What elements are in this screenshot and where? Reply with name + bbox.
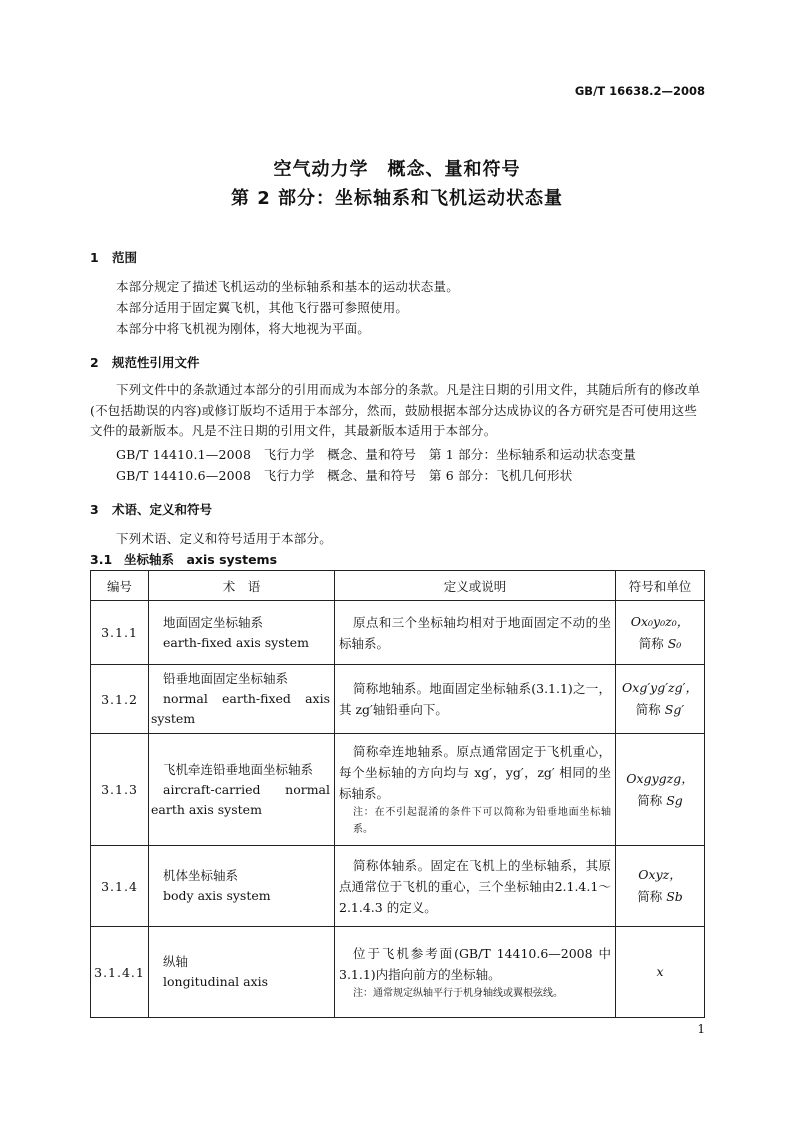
table-header-row [91, 571, 705, 601]
section-1-heading [90, 248, 137, 266]
row-definition [335, 665, 616, 734]
table-row [91, 601, 705, 665]
term-zh: 机体坐标轴系 [163, 868, 239, 883]
header-symbol: 符号和单位 [616, 571, 705, 601]
section-1-para-2: 本部分适用于固定翼飞机，其他飞行器可参照使用。 [116, 300, 409, 315]
term-zh: 纵轴 [163, 954, 189, 969]
section-1-number: 1 [90, 250, 99, 265]
row-number: 3.1.4.1 [91, 927, 149, 1018]
row-definition [335, 927, 616, 1018]
section-3-heading [90, 500, 212, 518]
reference-1: GB/T 14410.1—2008 飞行力学 概念、量和符号 第 1 部分：坐标轴系和运动状态变量 [116, 447, 636, 462]
row-definition [335, 601, 616, 665]
section-1-title: 范围 [112, 250, 138, 265]
symbol-abbr-prefix: 简称 [637, 889, 667, 904]
definition-text: 简称地轴系。地面固定坐标轴系(3.1.1)之一，其 zg′轴铅垂向下。 [339, 681, 611, 717]
term-en: earth-fixed axis system [163, 634, 309, 650]
term-zh: 地面固定坐标轴系 [163, 614, 264, 630]
row-number: 3.1.4 [91, 846, 149, 927]
definition-text: 原点和三个坐标轴均相对于地面固定不动的坐标轴系。 [339, 614, 611, 651]
section-2-heading [90, 353, 200, 371]
table-row [91, 665, 705, 734]
standard-number: GB/T 16638.2—2008 [574, 84, 705, 98]
row-definition [335, 846, 616, 927]
term-en: body axis system [163, 888, 271, 903]
term-en: aircraft-carried normal earth axis system [151, 781, 330, 817]
subsection-3-1-title: 坐标轴系 axis systems [124, 552, 278, 567]
table-row [91, 927, 705, 1018]
row-symbol [616, 846, 705, 927]
subsection-3-1-number: 3.1 [90, 552, 113, 567]
symbol-main: Oxg′yg′zg′， [622, 680, 698, 695]
term-zh: 铅垂地面固定坐标轴系 [163, 671, 289, 686]
row-number: 3.1.3 [91, 734, 149, 846]
symbol-main: Oxgygzg， [626, 770, 694, 786]
page-number: 1 [697, 1022, 705, 1036]
row-term [149, 927, 335, 1018]
symbol-main: x [656, 964, 664, 979]
title-line-2: 第 2 部分：坐标轴系和飞机运动状态量 [230, 188, 564, 209]
symbol-abbr-prefix: 简称 [638, 635, 668, 651]
section-1-para-3: 本部分中将飞机视为刚体，将大地视为平面。 [116, 321, 371, 336]
symbol-abbr: Sg [666, 792, 683, 808]
section-3-title: 术语、定义和符号 [112, 502, 213, 517]
symbol-abbr-prefix: 简称 [637, 792, 667, 808]
subsection-3-1-heading [90, 550, 277, 568]
section-2-number: 2 [90, 355, 99, 370]
row-term [149, 734, 335, 846]
section-2-title: 规范性引用文件 [112, 355, 200, 370]
definition-text: 位于飞机参考面(GB/T 14410.6—2008 中3.1.1)内指向前方的坐标轴。 [339, 945, 611, 982]
symbol-main: Ox₀y₀z₀， [630, 613, 690, 629]
term-zh: 飞机牵连铅垂地面坐标轴系 [163, 761, 314, 777]
row-number: 3.1.2 [91, 665, 149, 734]
section-1-para-1: 本部分规定了描述飞机运动的坐标轴系和基本的运动状态量。 [116, 279, 459, 294]
header-number: 编号 [91, 571, 149, 601]
definition-note: 注：在不引起混淆的条件下可以简称为铅垂地面坐标轴系。 [353, 807, 611, 835]
section-3-paragraph: 下列术语、定义和符号适用于本部分。 [116, 531, 332, 546]
definition-text: 简称体轴系。固定在飞机上的坐标轴系，其原点通常位于飞机的重心，三个坐标轴由2.1.4.1～2.1.4.3 的定义。 [339, 857, 611, 915]
table-row [91, 846, 705, 927]
row-symbol [616, 601, 705, 665]
row-symbol [616, 927, 705, 1018]
definition-note: 注：通常规定纵轴平行于机身轴线或翼根弦线。 [353, 987, 563, 999]
row-definition [335, 734, 616, 846]
term-en: longitudinal axis [163, 974, 269, 989]
symbol-abbr: S₀ [667, 635, 682, 651]
table-row [91, 734, 705, 846]
row-symbol [616, 734, 705, 846]
section-2-paragraph: 下列文件中的条款通过本部分的引用而成为本部分的条款。凡是注日期的引用文件，其随后所有的修改单(不包括勘误的内容)或修订版均不适用于本部分，然而，鼓励根据本部分达成协议的各方研究是否可使用这些文件的最新版本。凡是不注日期的引用文件，其最新版本适用于本部分。 [90, 382, 701, 438]
row-term [149, 846, 335, 927]
terms-table [90, 570, 705, 1018]
symbol-abbr: Sg′ [664, 702, 685, 717]
title-line-1: 空气动力学 概念、量和符号 [273, 159, 521, 180]
reference-2: GB/T 14410.6—2008 飞行力学 概念、量和符号 第 6 部分：飞机几何形状 [116, 468, 573, 483]
header-definition: 定义或说明 [335, 571, 616, 601]
definition-text: 简称牵连地轴系。原点通常固定于飞机重心，每个坐标轴的方向均与 xg′，yg′，zg′ 相同的坐标轴系。 [339, 744, 611, 801]
header-term: 术 语 [149, 571, 335, 601]
row-term [149, 665, 335, 734]
row-number: 3.1.1 [91, 601, 149, 665]
term-en: normal earth-fixed axis system [151, 691, 330, 726]
symbol-abbr: Sb [666, 889, 683, 904]
row-term [149, 601, 335, 665]
section-3-number: 3 [90, 502, 99, 517]
symbol-main: Oxyz， [638, 867, 682, 882]
symbol-abbr-prefix: 简称 [635, 702, 665, 717]
row-symbol [616, 665, 705, 734]
